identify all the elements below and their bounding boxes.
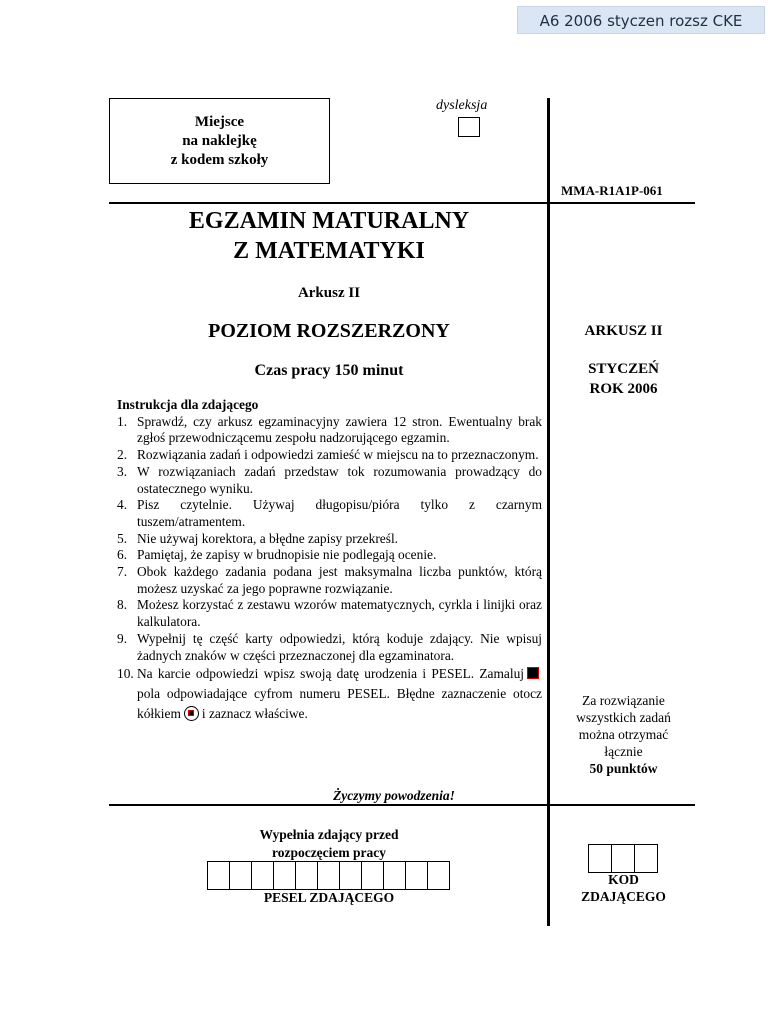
pesel-digit-box[interactable] xyxy=(229,861,252,890)
good-luck-wish: Życzymy powodzenia! xyxy=(333,788,455,803)
sticker-line-3: z kodem szkoły xyxy=(170,151,269,168)
instruction-number: 3. xyxy=(117,463,128,479)
instruction-item xyxy=(117,597,542,630)
pesel-digit-box[interactable] xyxy=(427,861,450,890)
filled-square-icon xyxy=(527,667,539,679)
exam-title-line-1: EGZAMIN MATURALNY xyxy=(188,208,470,234)
code-label-line-2: ZDAJĄCEGO xyxy=(581,889,666,904)
instructions-list xyxy=(117,414,542,725)
instruction-number: 5. xyxy=(117,530,128,546)
instruction-item xyxy=(117,531,542,548)
instruction-text: Pamiętaj, że zapisy w brudnopisie nie podlegają ocenie. xyxy=(137,547,437,563)
pesel-digit-box[interactable] xyxy=(405,861,428,890)
level-heading: POZIOM ROZSZERZONY xyxy=(208,320,450,342)
student-code-boxes[interactable] xyxy=(589,844,658,873)
instructions-heading: Instrukcja dla zdającego xyxy=(117,397,259,412)
sticker-line-2: na naklejkę xyxy=(182,132,257,149)
side-month: STYCZEŃ xyxy=(588,361,659,377)
instruction-number: 9. xyxy=(117,630,128,646)
points-line-2: wszystkich zadań xyxy=(576,710,671,725)
instruction-number: 7. xyxy=(117,564,128,580)
side-year: ROK 2006 xyxy=(589,381,658,397)
instruction-item xyxy=(117,464,542,497)
top-divider xyxy=(109,202,695,204)
instruction-text: Pisz czytelnie. Używaj długopisu/pióra tylko z czarnym tuszem/atramentem. xyxy=(137,497,542,529)
pesel-digit-box[interactable] xyxy=(273,861,296,890)
dyslexia-checkbox[interactable] xyxy=(458,117,480,137)
pesel-digit-box[interactable] xyxy=(207,861,230,890)
instruction-number: 6. xyxy=(117,547,128,563)
instruction-text: Wypełnij tę część karty odpowiedzi, którą koduje zdający. Nie wpisuj żadnych znaków w części przeznaczonej dla egzaminatora. xyxy=(137,630,542,663)
instruction-number: 2. xyxy=(117,447,128,463)
pesel-input-boxes[interactable] xyxy=(208,861,450,890)
code-label-line-1: KOD xyxy=(608,872,639,887)
bottom-divider xyxy=(109,804,695,806)
instruction-text: Sprawdź, czy arkusz egzaminacyjny zawiera 12 stron. Ewentualny brak zgłoś przewodniczącemu zespołu nadzorującego egzamin. xyxy=(137,413,542,446)
points-line-3: można otrzymać xyxy=(578,727,669,742)
code-digit-box[interactable] xyxy=(611,844,635,873)
pesel-digit-box[interactable] xyxy=(339,861,362,890)
instruction-item xyxy=(117,447,542,464)
school-code-sticker-box xyxy=(109,98,330,184)
instruction-item xyxy=(117,631,542,664)
code-digit-box[interactable] xyxy=(588,844,612,873)
exam-title-line-2: Z MATEMATYKI xyxy=(233,238,425,264)
pesel-digit-box[interactable] xyxy=(295,861,318,890)
instruction-text: Rozwiązania zadań i odpowiedzi zamieść w miejscu na to przeznaczonym. xyxy=(137,447,539,463)
item10-part-2: pola odpowiadające cyfrom numeru PESEL. Błędne zaznaczenie otocz kółkiem xyxy=(137,686,542,722)
points-total: 50 punktów xyxy=(589,761,658,776)
instruction-number: 4. xyxy=(117,497,128,513)
code-digit-box[interactable] xyxy=(634,844,658,873)
instruction-number: 1. xyxy=(117,413,128,429)
fill-instruction-line-2: rozpoczęciem pracy xyxy=(271,845,387,860)
instruction-text: Nie używaj korektora, a błędne zapisy przekreśl. xyxy=(137,530,399,546)
points-info xyxy=(552,692,695,777)
sticker-line-1: Miejsce xyxy=(194,113,245,130)
item10-part-1: Na karcie odpowiedzi wpisz swoją datę urodzenia i PESEL. Zamaluj xyxy=(137,666,524,682)
points-line-1: Za rozwiązanie xyxy=(582,693,665,708)
points-line-4: łącznie xyxy=(604,744,643,759)
item10-part-3: i zaznacz właściwe. xyxy=(201,706,308,722)
pesel-digit-box[interactable] xyxy=(251,861,274,890)
pesel-label: PESEL ZDAJĄCEGO xyxy=(263,890,395,905)
duration: Czas pracy 150 minut xyxy=(254,362,404,379)
instruction-text: Obok każdego zadania podana jest maksymalna liczba punktów, którą możesz uzyskać za jego poprawne rozwiązanie. xyxy=(137,564,542,596)
side-sheet-label: ARKUSZ II xyxy=(584,323,663,339)
instruction-item xyxy=(117,497,542,530)
pesel-digit-box[interactable] xyxy=(317,861,340,890)
sheet-name: Arkusz II xyxy=(297,285,361,301)
pesel-digit-box[interactable] xyxy=(361,861,384,890)
dyslexia-label: dysleksja xyxy=(436,98,488,113)
instruction-number: 10. xyxy=(117,666,134,682)
instructions xyxy=(117,397,542,724)
pesel-digit-box[interactable] xyxy=(383,861,406,890)
instruction-text: Możesz korzystać z zestawu wzorów matematycznych, cyrkla i linijki oraz kalkulatora. xyxy=(137,597,542,630)
document-title-tag: A6 2006 styczen rozsz CKE xyxy=(517,6,765,34)
sheet-code: MMA-R1A1P-061 xyxy=(561,183,663,198)
instruction-item xyxy=(117,664,542,724)
circled-square-icon xyxy=(184,706,199,721)
instruction-item xyxy=(117,414,542,447)
instruction-text: W rozwiązaniach zadań przedstaw tok rozumowania prowadzący do ostatecznego wyniku. xyxy=(137,463,542,496)
instruction-item xyxy=(117,547,542,564)
instruction-number: 8. xyxy=(117,597,128,613)
fill-instruction-line-1: Wypełnia zdający przed xyxy=(259,827,399,842)
instruction-text xyxy=(137,664,542,724)
instruction-item xyxy=(117,564,542,597)
